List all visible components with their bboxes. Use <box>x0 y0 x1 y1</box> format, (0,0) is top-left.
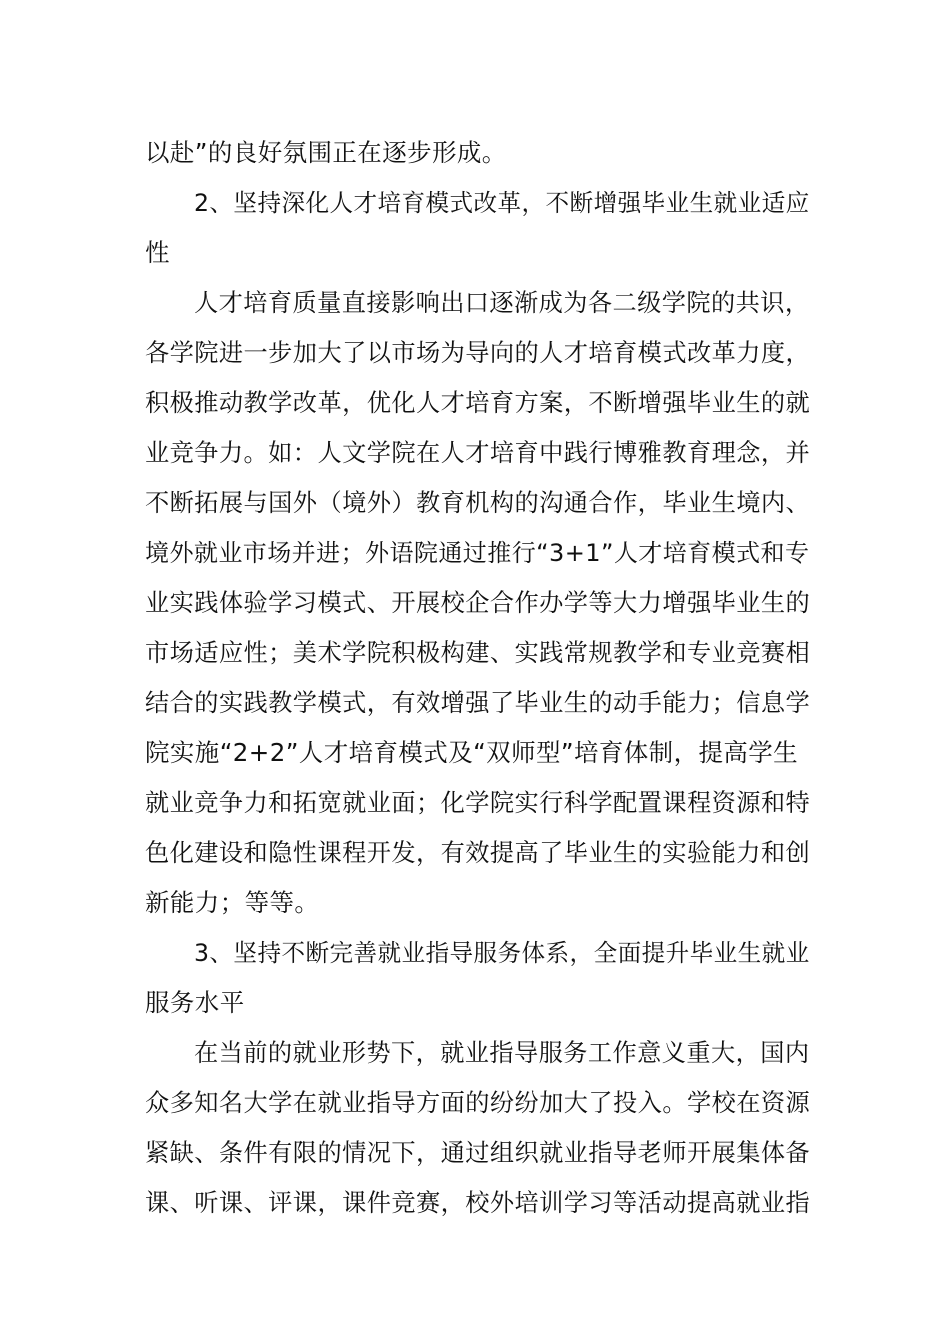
text-line: 新能力；等等。 <box>145 888 320 917</box>
text-line: 各学院进一步加大了以市场为导向的人才培育模式改革力度， <box>145 338 811 367</box>
text-line: 人才培育质量直接影响出口逐渐成为各二级学院的共识， <box>194 289 810 317</box>
section-heading-line: 性 <box>145 238 170 267</box>
text-line: 众多知名大学在就业指导方面的纷纷加大了投入。学校在资源 <box>145 1088 811 1117</box>
text-line: 在当前的就业形势下，就业指导服务工作意义重大，国内 <box>194 1039 810 1067</box>
text-line: 市场适应性；美术学院积极构建、实践常规教学和专业竞赛相 <box>145 638 811 667</box>
document-body <box>145 128 810 1228</box>
text-line: 业实践体验学习模式、开展校企合作办学等大力增强毕业生的 <box>145 588 811 617</box>
text-line: 就业竞争力和拓宽就业面；化学院实行科学配置课程资源和特 <box>145 788 811 817</box>
text-line: 以赴”的良好氛围正在逐步形成。 <box>145 138 507 167</box>
text-line: 课、听课、评课，课件竞赛，校外培训学习等活动提高就业指 <box>145 1188 811 1217</box>
text-line: 境外就业市场并进；外语院通过推行“3+1”人才培育模式和专 <box>145 539 810 567</box>
section-heading-line: 服务水平 <box>145 988 245 1017</box>
text-line: 色化建设和隐性课程开发，有效提高了毕业生的实验能力和创 <box>145 838 811 867</box>
section-heading-line: 2、坚持深化人才培育模式改革，不断增强毕业生就业适应 <box>194 189 810 217</box>
text-line: 积极推动教学改革，优化人才培育方案，不断增强毕业生的就 <box>145 388 811 417</box>
section-heading-line: 3、坚持不断完善就业指导服务体系，全面提升毕业生就业 <box>194 939 810 967</box>
text-line: 业竞争力。如：人文学院在人才培育中践行博雅教育理念，并 <box>145 438 811 467</box>
text-line: 结合的实践教学模式，有效增强了毕业生的动手能力；信息学 <box>145 688 811 717</box>
text-line: 紧缺、条件有限的情况下，通过组织就业指导老师开展集体备 <box>145 1138 811 1167</box>
text-line: 院实施“2+2”人才培育模式及“双师型”培育体制，提高学生 <box>145 738 799 767</box>
text-line: 不断拓展与国外（境外）教育机构的沟通合作，毕业生境内、 <box>145 488 811 517</box>
